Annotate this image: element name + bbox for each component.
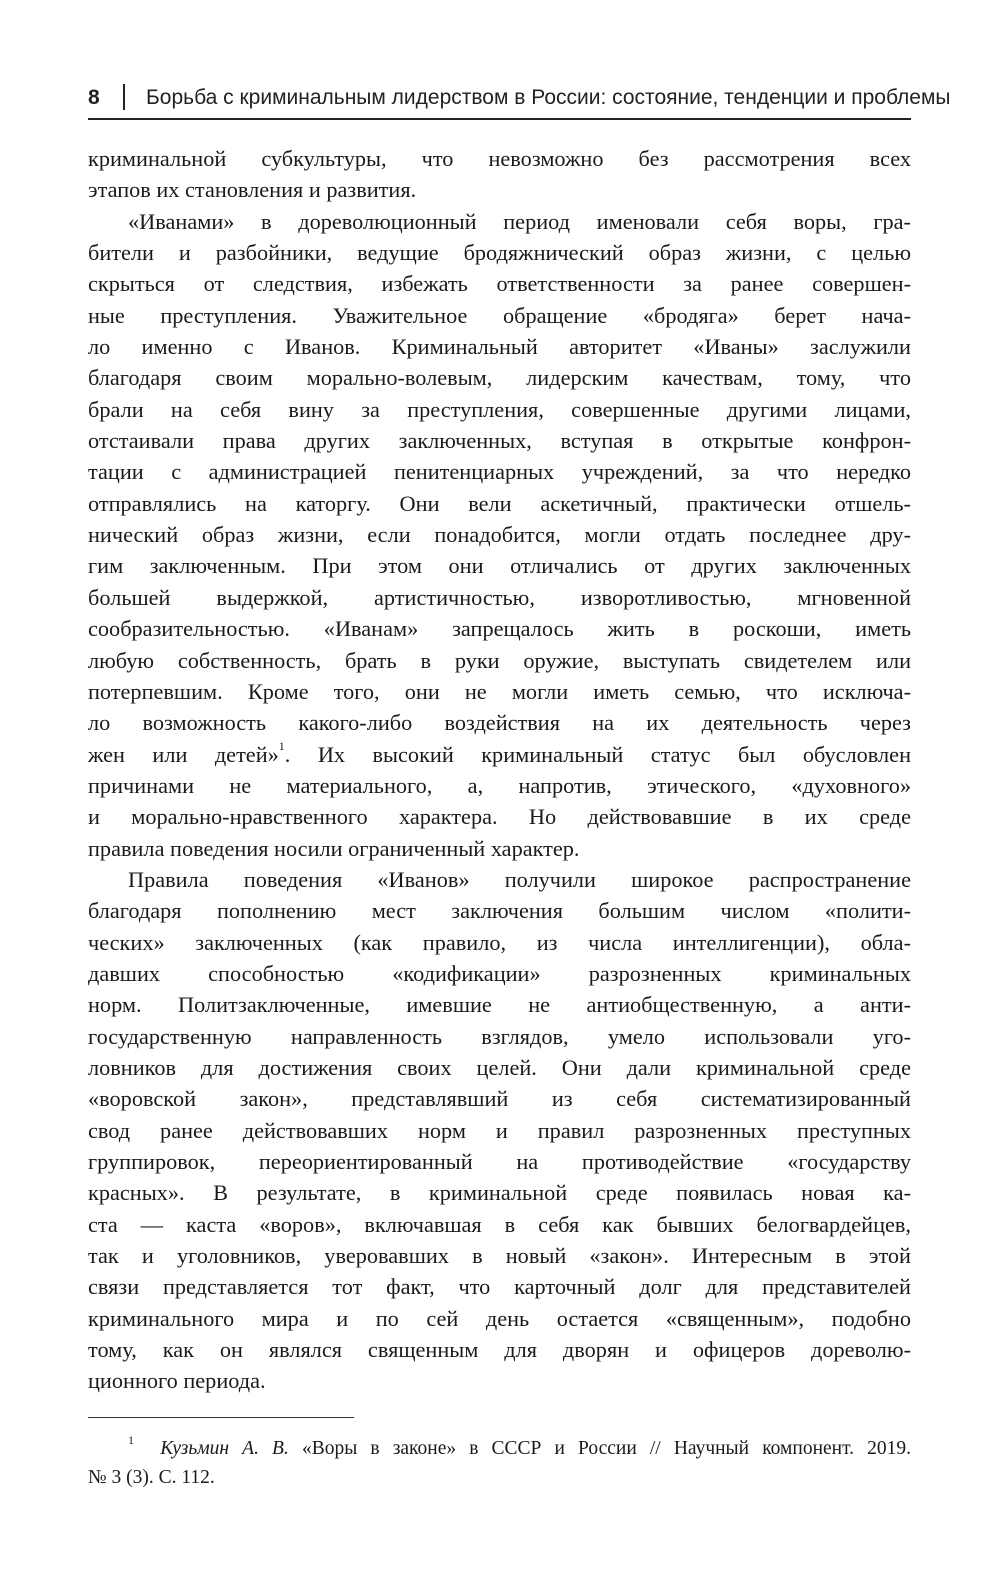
text-line: государственную направленность взглядов, умело использовали уго- xyxy=(88,1023,911,1049)
text-line: отстаивали права других заключенных, вступая в открытые конфрон- xyxy=(88,428,911,454)
text-line: тому, как он являлся священным для дворян и офицеров дореволю- xyxy=(88,1337,911,1363)
text-line: криминального мира и по сей день остается «священным», подобно xyxy=(88,1305,911,1331)
text-line: сообразительностью. «Иванам» запрещалось жить в роскоши, иметь xyxy=(88,616,911,642)
text-line: благодаря пополнению мест заключения большим числом «полити- xyxy=(88,898,911,924)
body-text xyxy=(88,143,911,1397)
text-line: гим заключенным. При этом они отличались от других заключенных xyxy=(88,553,911,579)
text-line: тации с администрацией пенитенциарных учреждений, за что нередко xyxy=(88,459,911,485)
text-fragment: жен или детей» xyxy=(88,741,279,767)
text-line: отправлялись на каторгу. Они вели аскетичный, практически отшель- xyxy=(88,490,911,516)
text-line: группировок, переориентированный на противодействие «государству xyxy=(88,1149,911,1174)
footnote-line: № 3 (3). С. 112. xyxy=(88,1467,215,1488)
footnote-line xyxy=(88,1434,911,1463)
text-line: так и уголовников, уверовавших в новый «закон». Интересным в этой xyxy=(88,1243,911,1269)
book-title: Борьба с криминальным лидерством в России: состояние, тенденции и проблемы xyxy=(146,86,951,109)
text-line: ста — каста «воров», включавшая в себя как бывших белогвардейцев, xyxy=(88,1211,911,1237)
header-separator xyxy=(123,84,125,110)
text-line: ло именно с Иванов. Криминальный авторитет «Иваны» заслужили xyxy=(88,334,911,360)
footnote-ref[interactable]: 1 xyxy=(278,739,285,754)
footnote-author: Кузьмин А. В. xyxy=(160,1438,289,1459)
text-line: скрыться от следствия, избежать ответственности за ранее совершен- xyxy=(88,271,911,297)
text-line: любую собственность, брать в руки оружие, выступать свидетелем или xyxy=(88,647,911,673)
page-number: 8 xyxy=(88,86,100,109)
text-line: нический образ жизни, если понадобится, могли отдать последнее дру- xyxy=(88,522,911,548)
text-line: ловников для достижения своих целей. Они дали криминальной среде xyxy=(88,1054,911,1080)
text-line: этапов их становления и развития. xyxy=(88,177,417,203)
text-line: «Иванами» в дореволюционный период именовали себя воры, гра- xyxy=(128,208,911,234)
running-header xyxy=(88,82,951,122)
text-line: ло возможность какого-либо воздействия на их деятельность через xyxy=(88,710,911,736)
text-line: правила поведения носили ограниченный характер. xyxy=(88,835,580,861)
text-line: «воровской закон», представлявший из себя систематизированный xyxy=(88,1086,911,1112)
text-line: связи представляется тот факт, что карточный долг для представителей xyxy=(88,1274,911,1300)
text-line: криминальной субкультуры, что невозможно без рассмотрения всех xyxy=(88,146,911,171)
text-line: давших способностью «кодификации» разрозненных криминальных xyxy=(88,960,911,986)
footnote-mark: 1 xyxy=(128,1434,134,1447)
text-line: благодаря своим морально-волевым, лидерским качествам, тому, что xyxy=(88,365,911,391)
text-line-with-footnote-ref xyxy=(88,739,911,770)
text-line: ционного периода. xyxy=(88,1368,266,1394)
text-line: ческих» заключенных (как правило, из числа интеллигенции), обла- xyxy=(88,929,911,955)
text-line: и морально-нравственного характера. Но действовавшие в их среде xyxy=(88,804,911,830)
text-line: норм. Политзаключенные, имевшие не антиобщественную, а анти- xyxy=(88,992,911,1018)
text-line: большей выдержкой, артистичностью, изворотливостью, мгновенной xyxy=(88,584,911,610)
text-line: причинами не материального, а, напротив, этического, «духовного» xyxy=(88,772,911,798)
header-rule xyxy=(88,118,911,120)
footnote-divider xyxy=(88,1417,354,1418)
text-line: красных». В результате, в криминальной среде появилась новая ка- xyxy=(88,1180,911,1206)
text-line: Правила поведения «Иванов» получили широкое распространение xyxy=(128,866,911,892)
text-fragment: . Их высокий криминальный статус был обусловлен xyxy=(284,741,911,767)
footnote xyxy=(88,1434,911,1492)
text-line: брали на себя вину за преступления, совершенные другими лицами, xyxy=(88,396,911,422)
text-line: потерпевшим. Кроме того, они не могли иметь семью, что исключа- xyxy=(88,678,911,704)
text-line: ные преступления. Уважительное обращение «бродяга» берет нача- xyxy=(88,302,911,328)
text-line: бители и разбойники, ведущие бродяжнический образ жизни, с целью xyxy=(88,240,911,266)
text-line: свод ранее действовавших норм и правил разрозненных преступных xyxy=(88,1117,911,1143)
footnote-text: «Воры в законе» в СССР и России // Научный компонент. 2019. xyxy=(301,1438,911,1459)
